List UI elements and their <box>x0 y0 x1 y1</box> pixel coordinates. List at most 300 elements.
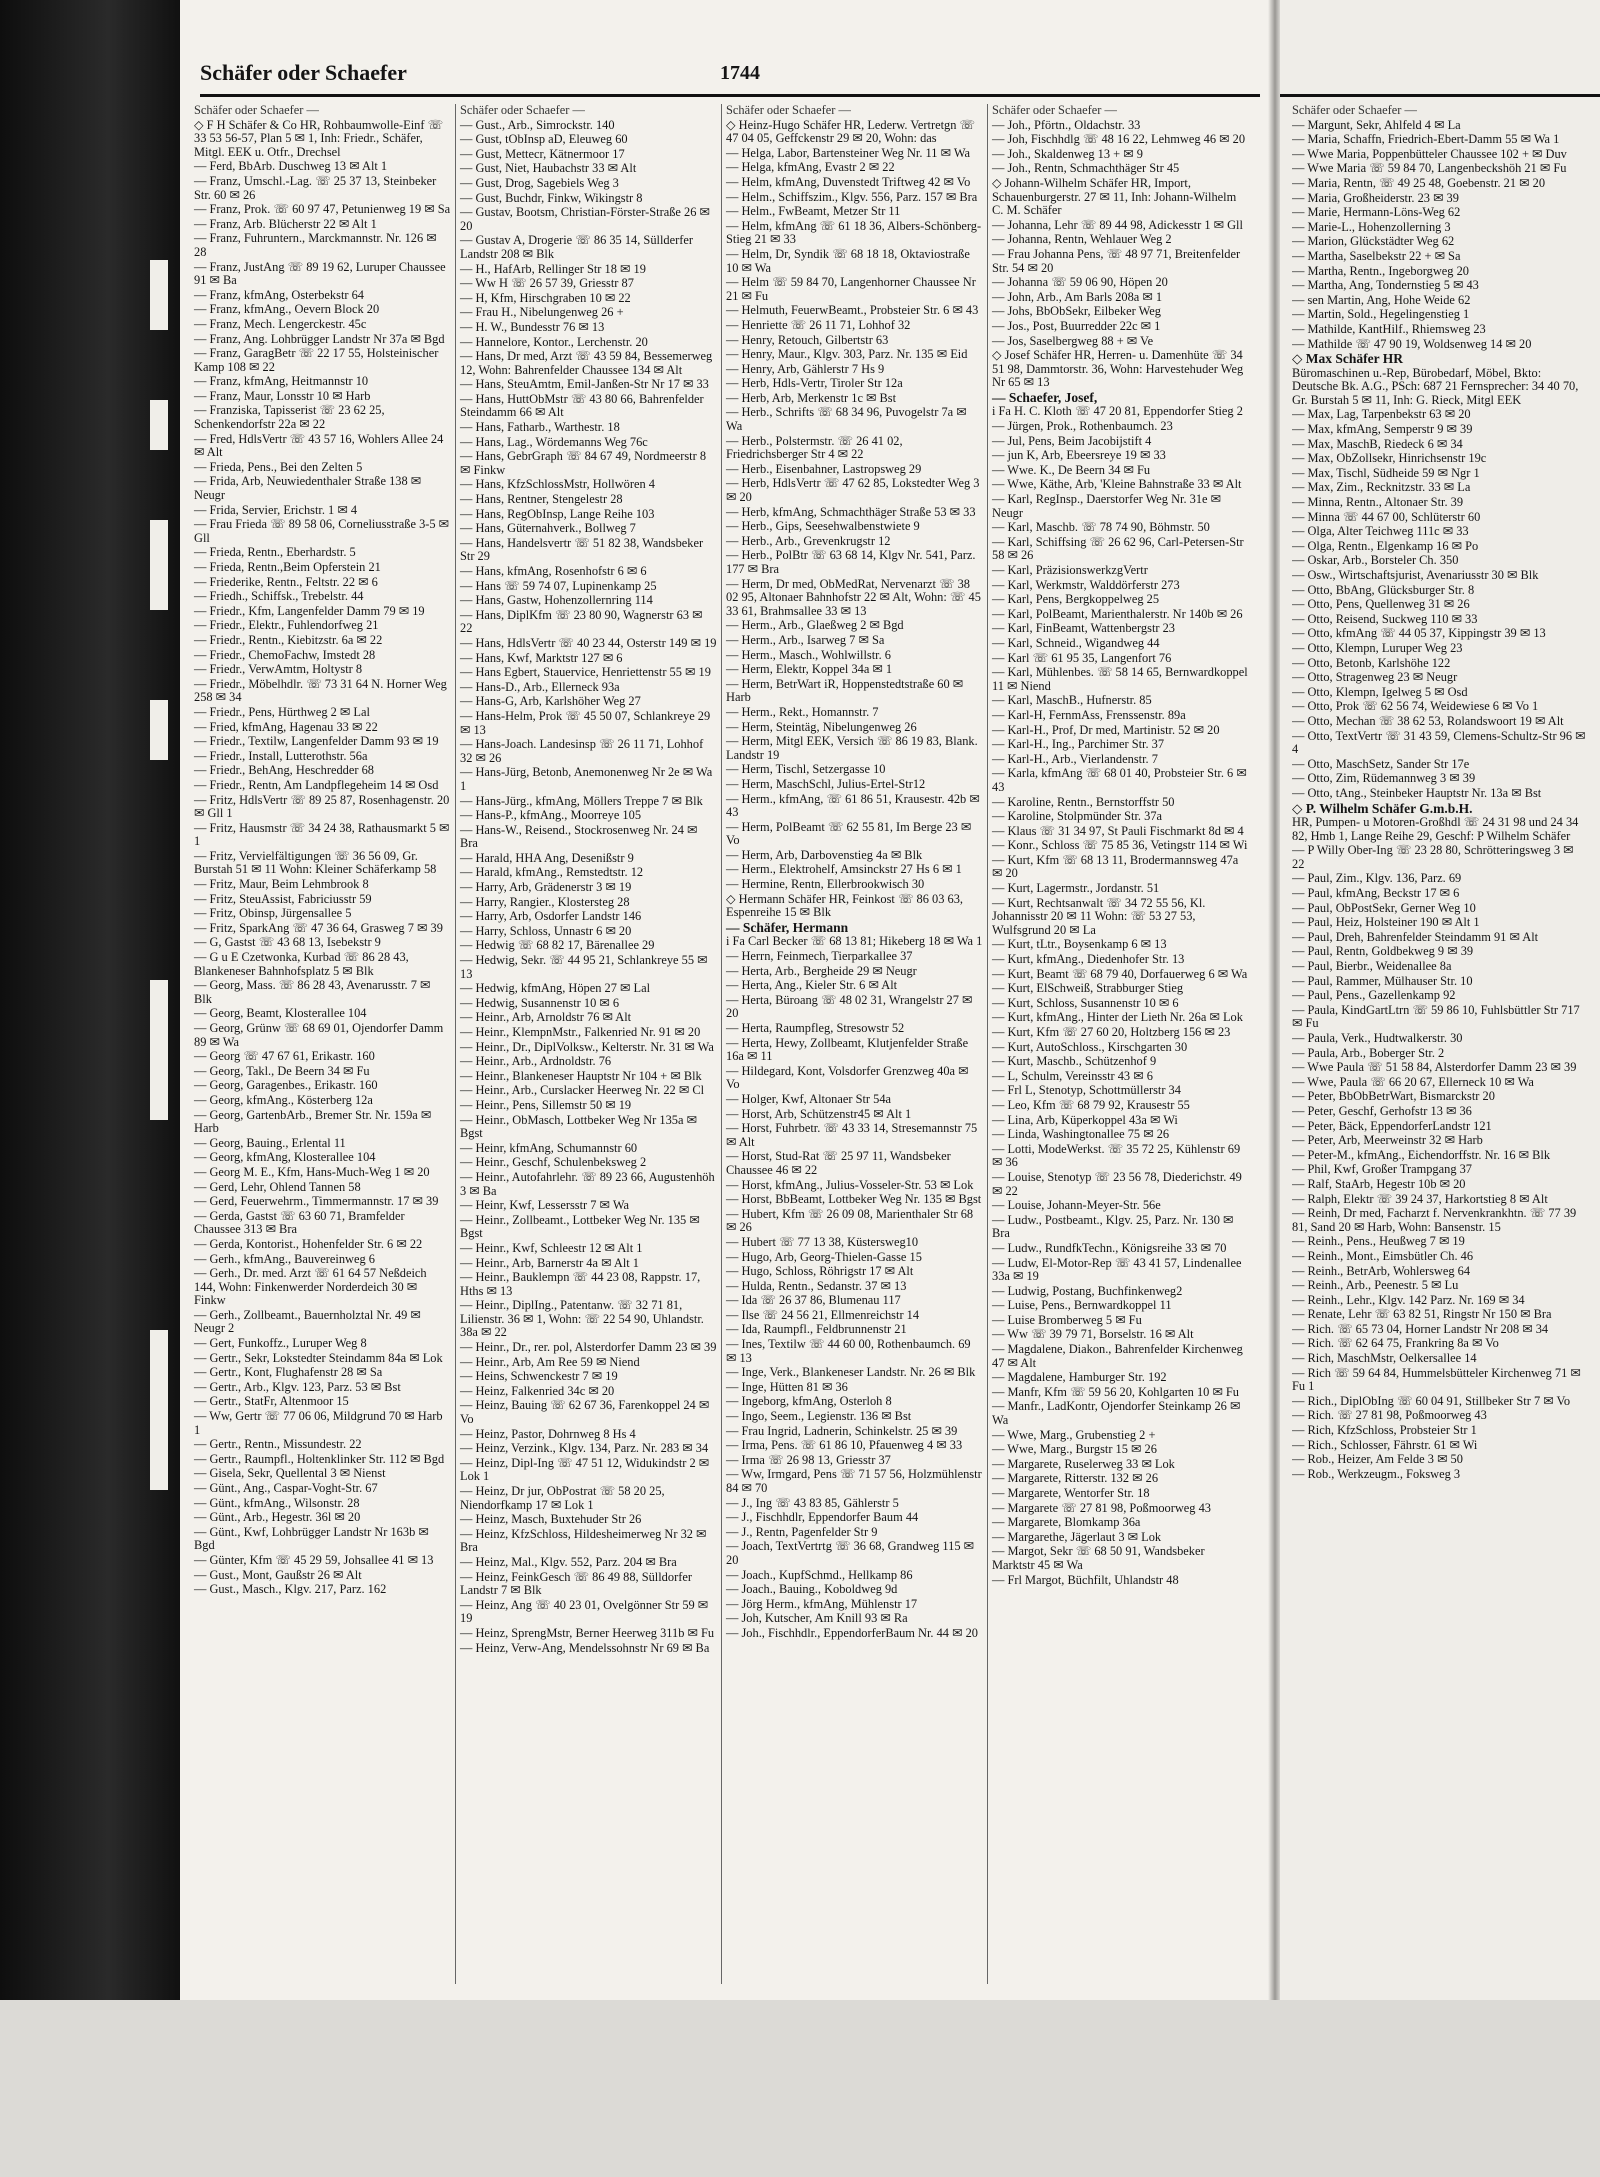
directory-entry: — Karl, Pens, Bergkoppelweg 25 <box>992 592 1160 607</box>
directory-entry: — sen Martin, Ang, Hohe Weide 62 <box>1292 292 1471 307</box>
directory-entry: — Herb, Hdls-Vertr, Tiroler Str 12a <box>726 376 903 391</box>
directory-entry: — Fred, HdlsVertr ☏ 43 57 16, Wohlers Allee 24 ✉ Alt <box>194 431 444 460</box>
directory-entry: — H., HafArb, Rellinger Str 18 ✉ 19 <box>460 261 646 276</box>
directory-entry: — Ludwig, Postang, Buchfinkenweg2 <box>992 1283 1183 1298</box>
directory-entry: — Heinz, KfzSchloss, Hildesheimerweg Nr 32 ✉ Bra <box>460 1526 707 1555</box>
directory-entry: — Gust, Niet, Haubachstr 33 ✉ Alt <box>460 161 637 176</box>
directory-entry: — Otto, Stragenweg 23 ✉ Neugr <box>1292 670 1458 685</box>
directory-entry: ◇ Johann-Wilhelm Schäfer HR, Import, Schauenburgerstr. 27 ✉ 11, Inh: Johann-Wilhelm C. M. Schäfer <box>992 175 1237 218</box>
directory-entry: — Gust, Mettecr, Kätnermoor 17 <box>460 146 625 161</box>
directory-entry: — Karl, PolBeamt, Marienthalerstr. Nr 140b ✉ 26 <box>992 606 1243 621</box>
directory-entry: — Frieda, Rentn.,Beim Opferstein 21 <box>194 560 381 574</box>
directory-entry: — Helga, kfmAng, Evastr 2 ✉ 22 <box>726 160 895 175</box>
directory-entry: — Fritz, Hausmstr ☏ 34 24 38, Rathausmarkt 5 ✉ 1 <box>194 820 450 849</box>
directory-entry: — Magdalene, Diakon., Bahrenfelder Kirchenweg 47 ✉ Alt <box>992 1342 1243 1370</box>
directory-entry: — Irma, Pens. ☏ 61 86 10, Pfauenweg 4 ✉ 33 <box>726 1438 963 1453</box>
directory-entry: — Heinz, Verw-Ang, Mendelssohnstr Nr 69 ✉ Ba <box>460 1640 710 1655</box>
directory-entry: — Georg, Bauing., Erlental 11 <box>194 1135 346 1150</box>
directory-entry: — Hans-D., Arb., Ellerneck 93a <box>460 679 620 694</box>
directory-entry: — Karla, kfmAng ☏ 68 01 40, Probsteier Str. 6 ✉ 43 <box>992 766 1247 794</box>
directory-entry: — Helm., Schiffszim., Klgv. 556, Parz. 157 ✉ Bra <box>726 189 978 204</box>
directory-entry: — Frau Frieda ☏ 89 58 06, Corneliusstraße 3-5 ✉ Gll <box>194 517 450 545</box>
directory-entry: — Otto, Mechan ☏ 38 62 53, Rolandswoort 19 ✉ Alt <box>1292 713 1564 728</box>
directory-entry: — Leo, Kfm ☏ 68 79 92, Krausestr 55 <box>992 1097 1190 1112</box>
directory-entry: — Paul, Zim., Klgv. 136, Parz. 69 <box>1292 871 1462 886</box>
column-heading: Schäfer oder Schaefer — <box>460 104 585 117</box>
directory-entry: — Osw., Wirtschaftsjurist, Avenariusstr 30 ✉ Blk <box>1292 568 1539 582</box>
directory-entry: — Klaus ☏ 31 34 97, St Pauli Fischmarkt 8d ✉ 4 <box>992 823 1244 838</box>
directory-entry: — Gertr., Kont, Flughafenstr 28 ✉ Sa <box>194 1365 383 1380</box>
column-heading: Schäfer oder Schaefer — <box>1292 104 1417 117</box>
directory-entry: — Hubert, Kfm ☏ 26 09 08, Marienthaler Str 68 ✉ 26 <box>726 1206 974 1235</box>
directory-entry: — Horst, Stud-Rat ☏ 25 97 11, Wandsbeker Chaussee 46 ✉ 22 <box>726 1149 951 1177</box>
directory-entry: — Margarete ☏ 27 81 98, Poßmoorweg 43 <box>992 1500 1211 1515</box>
directory-entry: — Hans-Joach. Landesinsp ☏ 26 11 71, Lohhof 32 ✉ 26 <box>460 737 704 765</box>
directory-entry: — Hannelore, Kontor., Lerchenstr. 20 <box>460 334 648 349</box>
directory-entry: — Herta, Arb., Bergheide 29 ✉ Neugr <box>726 963 917 978</box>
directory-entry: — Maria, Großheiderstr. 23 ✉ 39 <box>1292 190 1459 205</box>
directory-entry: — Heinz, Dipl-Ing ☏ 47 51 12, Widukindstr 2 ✉ Lok 1 <box>460 1455 710 1484</box>
directory-entry: — Max, kfmAng, Semperstr 9 ✉ 39 <box>1292 422 1473 437</box>
directory-entry: — Paul, kfmAng, Beckstr 17 ✉ 6 <box>1292 886 1460 901</box>
directory-entry: — Heinz, FeinkGesch ☏ 86 49 88, Sülldorfer Landstr 7 ✉ Blk <box>460 1569 692 1598</box>
directory-entry: — Heinr., DiplIng., Patentanw. ☏ 32 71 81, Lilienstr. 36 ✉ 1, Wohn: ☏ 22 54 90, Uhlandstr. 38a ✉ 22 <box>460 1298 704 1340</box>
page-edge-mark <box>150 1330 168 1490</box>
directory-entry: — Heinr., ObMasch, Lottbeker Weg Nr 135a ✉ Bgst <box>460 1112 697 1141</box>
directory-entry: — Wwe, Marg., Grubenstieg 2 + <box>992 1427 1156 1442</box>
directory-entry: — Lina, Arb, Küperkoppel 43a ✉ Wi <box>992 1112 1178 1127</box>
directory-entry: — Gisela, Sekr, Quellental 3 ✉ Nienst <box>194 1466 386 1481</box>
directory-entry: — Hans-Jürg, Betonb, Anemonenweg Nr 2e ✉ Wa 1 <box>460 765 713 793</box>
directory-entry: — Margarete, Blomkamp 36a <box>992 1515 1141 1530</box>
directory-entry: — Franz, kfmAng, Heitmannstr 10 <box>194 374 369 389</box>
directory-entry: — Rich, MaschMstr, Oelkersallee 14 <box>1292 1351 1477 1366</box>
directory-entry: — Inge, Hütten 81 ✉ 36 <box>726 1379 848 1394</box>
directory-entry: — Jos, Saselbergweg 88 + ✉ Ve <box>992 333 1154 348</box>
directory-entry: — Hans, Rentner, Stengelestr 28 <box>460 492 623 507</box>
directory-entry: — Jul, Pens, Beim Jacobijstift 4 <box>992 433 1152 448</box>
directory-entry: — Gerh., kfmAng., Bauvereinweg 6 <box>194 1251 375 1266</box>
directory-entry: — Hans, KfzSchlossMstr, Hollwören 4 <box>460 477 655 492</box>
page-title: Schäfer oder Schaefer <box>200 60 407 85</box>
directory-entry: ◇ P. Wilhelm Schäfer G.m.b.H. <box>1292 800 1473 816</box>
directory-entry: — Max, Tischl, Südheide 59 ✉ Ngr 1 <box>1292 465 1480 480</box>
directory-entry: — Renate, Lehr ☏ 63 82 51, Ringstr Nr 150 ✉ Bra <box>1292 1307 1552 1322</box>
directory-entry: — Gertr., Arb., Klgv. 123, Parz. 53 ✉ Bst <box>194 1379 401 1394</box>
directory-entry: — Rich. ☏ 65 73 04, Horner Landstr Nr 208 ✉ 34 <box>1292 1321 1549 1336</box>
directory-entry: — Heinr., KlempnMstr., Falkenried Nr. 91 ✉ 20 <box>460 1025 701 1039</box>
directory-entry: — Kurt, tLtr., Boysenkamp 6 ✉ 13 <box>992 937 1167 952</box>
directory-entry: — Reinh., Lehr., Klgv. 142 Parz. Nr. 169 ✉ 34 <box>1292 1292 1525 1307</box>
directory-entry: — Frau Ingrid, Ladnerin, Schinkelstr. 25 ✉ 39 <box>726 1423 958 1438</box>
directory-entry: — Irma ☏ 26 98 13, Griesstr 37 <box>726 1452 891 1467</box>
directory-entry: ◇ Hermann Schäfer HR, Feinkost ☏ 86 03 63, Espenreihe 15 ✉ Blk <box>726 891 964 920</box>
directory-entry: — Franz, GaragBetr ☏ 22 17 55, Holsteinischer Kamp 108 ✉ 22 <box>194 346 439 374</box>
directory-entry: — Helm ☏ 59 84 70, Langenhorner Chaussee Nr 21 ✉ Fu <box>726 275 976 303</box>
directory-entry: — Herm., kfmAng, ☏ 61 86 51, Krausestr. 42b ✉ 43 <box>726 791 980 820</box>
directory-entry: — Karl, Maschb. ☏ 78 74 90, Böhmstr. 50 <box>992 520 1210 535</box>
directory-entry: — Martha, Rentn., Ingeborgweg 20 <box>1292 263 1469 278</box>
directory-entry: — Georg M. E., Kfm, Hans-Much-Weg 1 ✉ 20 <box>194 1164 430 1179</box>
directory-entry: — Kurt, Beamt ☏ 68 79 40, Dorfauerweg 6 ✉ Wa <box>992 966 1248 981</box>
directory-entry: — Hans-P., kfmAng., Moorreye 105 <box>460 808 642 823</box>
directory-entry: — Ferd, BbArb. Duschweg 13 ✉ Alt 1 <box>194 159 388 174</box>
directory-entry: — Otto, Reisend, Suckweg 110 ✉ 33 <box>1292 611 1478 626</box>
directory-entry: — Harry, Arb, Grädenerstr 3 ✉ 19 <box>460 880 632 895</box>
directory-entry: — Helga, Labor, Bartensteiner Weg Nr. 11 ✉ Wa <box>726 145 971 160</box>
directory-entry: — Hulda, Rentn., Sedanstr. 37 ✉ 13 <box>726 1278 907 1293</box>
directory-entry: — Otto, TextVertr ☏ 31 43 59, Clemens-Schultz-Str 96 ✉ 4 <box>1292 728 1586 757</box>
directory-entry: — Hans, Handelsvertr ☏ 51 82 38, Wandsbeker Str 29 <box>460 535 704 564</box>
directory-entry: — Herm., Arb., Isarweg 7 ✉ Sa <box>726 632 885 647</box>
directory-entry: — Gert, Funkoffz., Luruper Weg 8 <box>194 1336 367 1351</box>
directory-entry: — Reinh., Arb., Peenestr. 5 ✉ Lu <box>1292 1278 1459 1293</box>
directory-entry: — Phil, Kwf, Großer Trampgang 37 <box>1292 1162 1473 1177</box>
directory-entry: — Karl, FinBeamt, Wattenbergstr 23 <box>992 621 1175 636</box>
directory-entry: — Fritz, Obinsp, Jürgensallee 5 <box>194 906 352 921</box>
directory-entry: — Gustav A, Drogerie ☏ 86 35 14, Süllderfer Landstr 208 ✉ Blk <box>460 233 693 261</box>
directory-entry: — Hans Egbert, Stauervice, Henriettenstr 55 ✉ 19 <box>460 665 711 680</box>
directory-entry: — Franz, Fuhruntern., Marckmannstr. Nr. 126 ✉ 28 <box>194 231 437 259</box>
directory-entry: — Günt., Kwf, Lohbrügger Landstr Nr 163b ✉ Bgd <box>194 1524 429 1553</box>
directory-entry: — Otto, MaschSetz, Sander Str 17e <box>1292 756 1470 771</box>
directory-entry: — Herta, Ang., Kieler Str. 6 ✉ Alt <box>726 978 898 993</box>
directory-entry: — Wwe, Käthe, Arb, 'Kleine Bahnstraße 33 ✉ Alt <box>992 477 1242 492</box>
directory-entry: — J., Ing ☏ 43 83 85, Gählerstr 5 <box>726 1495 899 1510</box>
directory-entry: — Hans-Jürg., kfmAng, Möllers Treppe 7 ✉ Blk <box>460 793 703 808</box>
directory-entry: — Karl, Werkmstr, Walddörferstr 273 <box>992 577 1180 592</box>
directory-entry: — Otto, tAng., Steinbeker Hauptstr Nr. 13a ✉ Bst <box>1292 785 1542 800</box>
directory-entry: — Heinz, Falkenried 34c ✉ 20 <box>460 1383 615 1398</box>
directory-entry: — Gerh., Zollbeamt., Bauernholztal Nr. 49 ✉ Neugr 2 <box>194 1307 421 1336</box>
directory-entry: — Herm, MaschSchl, Julius-Ertel-Str12 <box>726 776 926 791</box>
directory-page <box>180 0 1270 2000</box>
directory-entry: — Georg, kfmAng, Klosterallee 104 <box>194 1150 376 1165</box>
directory-entry: — Fritz, SteuAssist, Fabriciusstr 59 <box>194 891 372 906</box>
directory-entry: — Herm, PolBeamt ☏ 62 55 81, Im Berge 23 ✉ Vo <box>726 819 972 848</box>
directory-entry: — Franz, Umschl.-Lag. ☏ 25 37 13, Steinbeker Str. 60 ✉ 26 <box>194 173 437 202</box>
directory-entry: — Herb., Gips, Seesehwalbenstwiete 9 <box>726 519 920 534</box>
directory-entry: — Heinz, Mal., Klgv. 552, Parz. 204 ✉ Bra <box>460 1554 677 1569</box>
directory-entry: — Gertr., Raumpfl., Holtenklinker Str. 112 ✉ Bgd <box>194 1451 445 1466</box>
directory-entry: — L, Schulm, Vereinsstr 43 ✉ 6 <box>992 1068 1153 1083</box>
directory-entry: — Linda, Washingtonallee 75 ✉ 26 <box>992 1127 1170 1142</box>
page-edge-mark <box>150 980 168 1120</box>
directory-entry: — Luise, Pens., Bernwardkoppel 11 <box>992 1298 1172 1313</box>
directory-entry: — Harald, kfmAng., Remstedtstr. 12 <box>460 865 644 880</box>
directory-entry: — Ww, Gertr ☏ 77 06 06, Mildgrund 70 ✉ Harb 1 <box>194 1409 443 1437</box>
directory-entry: — Frida, Arb, Neuwiedenthaler Straße 138 ✉ Neugr <box>194 474 422 503</box>
directory-entry: — Friedr., Pens, Hürthweg 2 ✉ Lal <box>194 704 370 719</box>
directory-entry: — Manfr., LadKontr, Ojendorfer Steinkamp 26 ✉ Wa <box>992 1399 1241 1428</box>
directory-entry: — Heinz, Bauing ☏ 62 67 36, Farenkoppel 24 ✉ Vo <box>460 1398 710 1427</box>
directory-entry: — Joh., Rentn, Schmachthäger Str 45 <box>992 161 1180 176</box>
directory-entry: ◇ F H Schäfer & Co HR, Rohbaumwolle-Einf ☏ 33 53 56-57, Plan 5 ✉ 1, Inh: Friedr., Schäfer, Mitgl. EEK u. Otfr., Drechsel <box>194 117 444 159</box>
directory-entry: — Gerda, Gastst ☏ 63 60 71, Bramfelder Chaussee 313 ✉ Bra <box>194 1208 405 1237</box>
directory-entry: — Manfr, Kfm ☏ 59 56 20, Kohlgarten 10 ✉ Fu <box>992 1384 1240 1399</box>
directory-entry: — Joh, Fischhdlg ☏ 48 16 22, Lehmweg 46 ✉ 20 <box>992 132 1246 147</box>
directory-entry: — Heinr., Arb, Barnerstr 4a ✉ Alt 1 <box>460 1255 640 1270</box>
directory-entry: — Paula, Arb., Boberger Str. 2 <box>1292 1045 1445 1060</box>
directory-entry: — Karl ☏ 61 95 35, Langenfort 76 <box>992 650 1172 665</box>
directory-entry: — Friedr., ChemoFachw, Imstedt 28 <box>194 647 376 662</box>
directory-entry: — Herb., Polstermstr. ☏ 26 41 02, Friedrichsberger Str 4 ✉ 22 <box>726 433 903 462</box>
directory-entry: — Margarete, Wentorfer Str. 18 <box>992 1486 1150 1500</box>
directory-entry: — Herm., Rekt., Homannstr. 7 <box>726 704 879 719</box>
page-edge-mark <box>150 520 168 610</box>
directory-entry: ◇ Max Schäfer HR <box>1292 351 1403 367</box>
directory-entry: — Max, ObZollsekr, Hinrichsenstr 19c <box>1292 451 1487 466</box>
directory-entry: — Georg, kfmAng., Kösterberg 12a <box>194 1092 373 1107</box>
directory-entry: — Ingeborg, kfmAng, Osterloh 8 <box>726 1394 892 1409</box>
directory-entry: — Gerh., Dr. med. Arzt ☏ 61 64 57 Neßdeich 144, Wohn: Finkenwerder Norderdeich 30 ✉ Finkw <box>194 1266 427 1308</box>
directory-entry: — Kurt, Kfm ☏ 68 13 11, Brodermannsweg 47a ✉ 20 <box>992 852 1239 881</box>
directory-entry: — Maria, Schaffn, Friedrich-Ebert-Damm 55 ✉ Wa 1 <box>1292 132 1560 147</box>
directory-entry: — Herm., Masch., Wohlwillstr. 6 <box>726 647 892 662</box>
directory-entry: — Peter-M., kfmAng., Eichendorffstr. Nr. 16 ✉ Blk <box>1292 1147 1551 1162</box>
directory-column-2 <box>456 104 722 1984</box>
directory-entry: — Paul, Rammer, Mülhauser Str. 10 <box>1292 973 1473 988</box>
directory-entry: — John, Arb., Am Barls 208a ✉ 1 <box>992 289 1163 304</box>
directory-entry: — Paul, Rentn, Goldbekweg 9 ✉ 39 <box>1292 944 1474 959</box>
directory-entry: — Heinz, Dr jur, ObPostrat ☏ 58 20 25, Niendorfkamp 17 ✉ Lok 1 <box>460 1484 665 1512</box>
directory-entry: HR, Pumpen- u Motoren-Großhdl ☏ 24 31 98 und 24 34 82, Hmb 1, Lange Reihe 29, Geschf: P Wilhelm Schäfer <box>1292 815 1579 843</box>
directory-entry: — Karl-H, FernmAss, Frenssenstr. 89a <box>992 707 1186 722</box>
directory-entry: — Frl L, Stenotyp, Schottmüllerstr 34 <box>992 1083 1181 1098</box>
directory-entry: — Joach., KupfSchmd., Hellkamp 86 <box>726 1567 913 1582</box>
directory-entry: — Herb., Schrifts ☏ 68 34 96, Puvogelstr 7a ✉ Wa <box>726 405 967 434</box>
directory-entry: — Paul, ObPostSekr, Gerner Weg 10 <box>1292 900 1476 915</box>
directory-entry: — Mathilde ☏ 47 90 19, Woldsenweg 14 ✉ 20 <box>1292 336 1532 351</box>
directory-entry: — Fritz, Vervielfältigungen ☏ 36 56 09, Gr. Burstah 51 ✉ 11 Wohn: Kleiner Schäferkamp 58 <box>194 848 437 877</box>
directory-entry: — Martin, Sold., Hegelingenstieg 1 <box>1292 307 1470 322</box>
directory-entry: — Friedr., Elektr., Fuhlendorfweg 21 <box>194 618 379 633</box>
directory-entry: — Franz, Arb. Blücherstr 22 ✉ Alt 1 <box>194 216 377 231</box>
directory-entry: — Hans, Kwf, Marktstr 127 ✉ 6 <box>460 650 623 665</box>
directory-entry: — Louise, Johann-Meyer-Str. 56e <box>992 1198 1161 1213</box>
directory-entry: — Heinr., Dr., rer. pol, Alsterdorfer Damm 23 ✉ 39 <box>460 1340 717 1355</box>
directory-entry: — Karl-H., Arb., Vierlandenstr. 7 <box>992 751 1158 766</box>
directory-entry: — Kurt, Rechtsanwalt ☏ 34 72 55 56, Kl. Johannisstr 20 ✉ 11 Wohn: ☏ 53 27 53, Wulfsgrund 20 ✉ La <box>992 895 1206 937</box>
column-heading: Schäfer oder Schaefer — <box>194 104 319 117</box>
directory-entry: — Heinr., Dr., DiplVolksw., Kelterstr. Nr. 31 ✉ Wa <box>460 1039 714 1054</box>
directory-entry: — Ilse ☏ 24 56 21, Ellmenreichstr 14 <box>726 1307 920 1322</box>
directory-entry: — Margot, Sekr ☏ 68 50 91, Wandsbeker Marktstr 45 ✉ Wa <box>992 1544 1205 1572</box>
directory-entry: — Marie-L., Hohenzollerning 3 <box>1292 219 1451 234</box>
directory-entry: — Hermine, Rentn, Ellerbrookwisch 30 <box>726 877 925 892</box>
directory-entry: — Ludw, El-Motor-Rep ☏ 43 41 57, Lindenallee 33a ✉ 19 <box>992 1255 1242 1284</box>
directory-entry: — Joh., Fischhdlr., EppendorferBaum Nr. 44 ✉ 20 <box>726 1625 978 1640</box>
directory-entry: ◇ Heinz-Hugo Schäfer HR, Lederw. Vertretgn ☏ 47 04 05, Geffckenstr 29 ✉ 20, Wohn: das <box>726 117 976 146</box>
directory-entry: — Herrn, Feinmech, Tierparkallee 37 <box>726 949 913 964</box>
directory-entry: — Hans, kfmAng, Rosenhofstr 6 ✉ 6 <box>460 564 647 578</box>
directory-entry: — Karoline, Rentn., Bernstorffstr 50 <box>992 794 1175 809</box>
directory-entry: — Margunt, Sekr, Ahlfeld 4 ✉ La <box>1292 117 1461 132</box>
directory-entry: — Otto, Klempn, Luruper Weg 23 <box>1292 640 1463 655</box>
directory-entry: — Martha, Saselbekstr 22 + ✉ Sa <box>1292 248 1461 263</box>
directory-entry: — J., Rentn, Pagenfelder Str 9 <box>726 1524 878 1539</box>
directory-entry: — Franz, Maur, Lonsstr 10 ✉ Harb <box>194 388 371 403</box>
directory-entry: — Inge, Verk., Blankeneser Landstr. Nr. 26 ✉ Blk <box>726 1365 976 1380</box>
directory-entry: — Marion, Glückstädter Weg 62 <box>1292 234 1455 249</box>
directory-entry: — Marie, Hermann-Löns-Weg 62 <box>1292 205 1461 220</box>
directory-entry: — Max, Lag, Tarpenbekstr 63 ✉ 20 <box>1292 407 1471 422</box>
directory-entry: — Heinr., Blankeneser Hauptstr Nr 104 + ✉ Blk <box>460 1068 702 1083</box>
directory-entry: — Gustav, Bootsm, Christian-Förster-Straße 26 ✉ 20 <box>460 205 710 233</box>
directory-entry: — Franz, Prok. ☏ 60 97 47, Petunienweg 19 ✉ Sa <box>194 202 451 217</box>
directory-entry: — Herm, Arb, Darbovenstieg 4a ✉ Blk <box>726 847 923 862</box>
directory-entry: — Wwe Paula ☏ 51 58 84, Alsterdorfer Damm 23 ✉ 39 <box>1292 1060 1577 1075</box>
directory-entry: — Herta, Hewy, Zollbeamt, Klutjenfelder Straße 16a ✉ 11 <box>726 1035 969 1064</box>
directory-entry: — Harry, Rangier., Klostersteg 28 <box>460 894 630 909</box>
directory-entry: — Ww H ☏ 26 57 39, Griesstr 87 <box>460 276 634 291</box>
directory-entry: — Hans, Fatharb., Warthestr. 18 <box>460 420 620 435</box>
directory-entry: — Rich, KfzSchloss, Probsteier Str 1 <box>1292 1423 1477 1438</box>
directory-entry: — Georg, GartenbArb., Bremer Str. Nr. 159a ✉ Harb <box>194 1107 432 1136</box>
facing-page <box>1280 0 1600 2000</box>
directory-entry: — Paula, KindGartLtrn ☏ 59 86 10, Fuhlsbüttler Str 717 ✉ Fu <box>1292 1002 1580 1031</box>
directory-entry: — Herb, kfmAng, Schmachthäger Straße 53 ✉ 33 <box>726 504 976 519</box>
directory-entry: — Oskar, Arb., Borsteler Ch. 350 <box>1292 553 1459 568</box>
directory-entry: — Heinz, Masch, Buxtehuder Str 26 <box>460 1512 642 1527</box>
directory-entry: — Schaefer, Josef, <box>992 389 1098 405</box>
directory-entry: — Karoline, Stolpmünder Str. 37a <box>992 809 1163 824</box>
directory-entry: — Hans-Helm, Prok ☏ 45 50 07, Schlankreye 29 ✉ 13 <box>460 708 711 737</box>
directory-entry: — Frau H., Nibelungenweg 26 + <box>460 305 624 320</box>
directory-entry: — Hubert ☏ 77 13 38, Küstersweg10 <box>726 1234 919 1249</box>
directory-entry: — Gertr., StatFr, Altenmoor 15 <box>194 1394 349 1409</box>
directory-entry: — Louise, Stenotyp ☏ 23 56 78, Diederichstr. 49 ✉ 22 <box>992 1169 1242 1198</box>
directory-entry: — Günter, Kfm ☏ 45 29 59, Johsallee 41 ✉ 13 <box>194 1552 434 1567</box>
directory-entry: — Fritz, Maur, Beim Lehmbrook 8 <box>194 877 369 892</box>
directory-entry: — Hans, Lag., Wördemanns Weg 76c <box>460 434 648 449</box>
directory-entry: — Reinh., BetrArb, Wohlersweg 64 <box>1292 1263 1471 1278</box>
directory-entry: — Hedwig, kfmAng, Höpen 27 ✉ Lal <box>460 981 651 996</box>
directory-entry: — Frl Margot, Büchfilt, Uhlandstr 48 <box>992 1572 1179 1587</box>
directory-entry: — Herm, Mitgl EEK, Versich ☏ 86 19 83, Blank. Landstr 19 <box>726 734 978 762</box>
directory-entry: — Herm, Dr med, ObMedRat, Nervenarzt ☏ 38 02 95, Altonaer Bahnhofstr 22 ✉ Alt, Wohn: ☏ 45 33 61, Brahmsallee 33 ✉ 13 <box>726 576 981 618</box>
directory-entry: — Friedr., Textilw, Langenfelder Damm 93 ✉ 19 <box>194 734 439 749</box>
directory-entry: — Georg, Grünw ☏ 68 69 01, Ojendorfer Damm 89 ✉ Wa <box>194 1021 444 1049</box>
directory-entry: — Henriette ☏ 26 11 71, Lohhof 32 <box>726 317 911 332</box>
directory-entry: — Herb, Arb, Merkenstr 1c ✉ Bst <box>726 390 897 405</box>
directory-entry: — Frida, Servier, Erichstr. 1 ✉ 4 <box>194 502 358 517</box>
directory-entry: — Johanna, Lehr ☏ 89 44 98, Adickesstr 1 ✉ Gll <box>992 217 1243 232</box>
directory-entry: — Frieda, Rentn., Eberhardstr. 5 <box>194 545 356 560</box>
directory-entry: — Horst, BbBeamt, Lottbeker Weg Nr. 135 ✉ Bgst <box>726 1192 982 1207</box>
directory-entry: — Herm, BetrWart iR, Hoppenstedtstraße 60 ✉ Harb <box>726 676 964 705</box>
directory-entry: — P Willy Ober-Ing ☏ 23 28 80, Schrötteringsweg 3 ✉ 22 <box>1292 843 1574 871</box>
directory-entry: — Wwe, Marg., Burgstr 15 ✉ 26 <box>992 1442 1157 1457</box>
directory-entry: — Henry, Arb, Gählerstr 7 Hs 9 <box>726 361 885 376</box>
header-divider <box>1280 94 1600 97</box>
directory-entry: — Fried, kfmAng, Hagenau 33 ✉ 22 <box>194 719 378 734</box>
directory-entry: — Hans, DiplKfm ☏ 23 80 90, Wagnerstr 63 ✉ 22 <box>460 607 703 636</box>
directory-entry: — Reinh., Pens., Heußweg 7 ✉ 19 <box>1292 1234 1465 1249</box>
directory-entry: — Margarethe, Jägerlaut 3 ✉ Lok <box>992 1529 1162 1544</box>
directory-entry: — Heinz, Ang ☏ 40 23 01, Ovelgönner Str 59 ✉ 19 <box>460 1597 709 1626</box>
directory-entry: — Gust., Mont, Gaußstr 26 ✉ Alt <box>194 1567 362 1582</box>
directory-entry: — Günt., Arb., Hegestr. 36l ✉ 20 <box>194 1510 361 1525</box>
directory-entry: — Herm., Arb., Glaeßweg 2 ✉ Bgd <box>726 618 904 633</box>
directory-entry: — Friedr., Kfm, Langenfelder Damm 79 ✉ 19 <box>194 603 425 618</box>
directory-entry: — Heinz, Pastor, Dohrnweg 8 Hs 4 <box>460 1426 636 1441</box>
directory-entry: — Rich. ☏ 62 64 75, Frankring 8a ✉ Vo <box>1292 1336 1499 1351</box>
directory-entry: i Fa Carl Becker ☏ 68 13 81; Hikeberg 18 ✉ Wa 1 <box>726 934 983 949</box>
column-heading: Schäfer oder Schaefer — <box>992 104 1117 117</box>
directory-entry: — Frau Johanna Pens, ☏ 48 97 71, Breitenfelder Str. 54 ✉ 20 <box>992 246 1241 275</box>
directory-entry: — Hedwig, Susannenstr 10 ✉ 6 <box>460 995 620 1010</box>
directory-column-1 <box>190 104 456 1984</box>
directory-entry: — Otto, Prok ☏ 62 56 74, Weidewiese 6 ✉ Vo 1 <box>1292 699 1539 714</box>
directory-entry: — Friedr., VerwAmtm, Holtystr 8 <box>194 662 363 677</box>
directory-entry: — Jörg Herm., kfmAng, Mühlenstr 17 <box>726 1596 918 1611</box>
directory-entry: — Ida ☏ 26 37 86, Blumenau 117 <box>726 1293 901 1308</box>
directory-entry: — Hildegard, Kont, Volsdorfer Grenzweg 40a ✉ Vo <box>726 1063 969 1092</box>
directory-entry: — Hans ☏ 59 74 07, Lupinenkamp 25 <box>460 578 657 593</box>
directory-entry: — Jos., Post, Buurredder 22c ✉ 1 <box>992 318 1161 333</box>
directory-entry: — Kurt, AutoSchloss., Kirschgarten 30 <box>992 1039 1188 1054</box>
directory-entry: — Jürgen, Prok., Rothenbaumch. 23 <box>992 419 1173 434</box>
directory-entry: — Olga, Alter Teichweg 111c ✉ 33 <box>1292 524 1469 539</box>
directory-entry: — Konr., Schloss ☏ 75 85 36, Vetingstr 114 ✉ Wi <box>992 838 1248 853</box>
directory-entry: — Reinh., Mont., Eimsbütler Ch. 46 <box>1292 1248 1474 1263</box>
directory-entry: — H, Kfm, Hirschgraben 10 ✉ 22 <box>460 290 631 305</box>
directory-entry: ◇ Josef Schäfer HR, Herren- u. Damenhüte ☏ 34 51 98, Dammtorstr. 36, Wohn: Harvestehuder Weg Nr 65 ✉ 13 <box>992 348 1244 390</box>
directory-entry: — Karl, Schiffsing ☏ 26 62 96, Carl-Petersen-Str 58 ✉ 26 <box>992 534 1244 563</box>
directory-entry: — Harry, Arb, Osdorfer Landstr 146 <box>460 909 642 924</box>
directory-entry: — Ida, Raumpfl., Feldbrunnenstr 21 <box>726 1322 907 1337</box>
directory-entry: — Heinr., Zollbeamt., Lottbeker Weg Nr. 135 ✉ Bgst <box>460 1212 700 1241</box>
directory-entry: — Johanna, Rentn, Wehlauer Weg 2 <box>992 232 1172 247</box>
directory-entry: — Karl, RegInsp., Daerstorfer Weg Nr. 31e ✉ Neugr <box>992 492 1222 520</box>
directory-entry: — Karl-H., Ing., Parchimer Str. 37 <box>992 737 1165 752</box>
directory-entry: — Helm, Dr, Syndik ☏ 68 18 18, Oktaviostraße 10 ✉ Wa <box>726 246 970 275</box>
directory-entry: — Otto, Pens, Quellenweg 31 ✉ 26 <box>1292 597 1470 612</box>
directory-entry: — Hugo, Schloss, Röhrigstr 17 ✉ Alt <box>726 1264 914 1279</box>
directory-entry: — Helmuth, FeuerwBeamt., Probsteier Str. 6 ✉ 43 <box>726 303 979 318</box>
directory-entry: — Heinr., Bauklempn ☏ 44 23 08, Rappstr. 17, Hths ✉ 13 <box>460 1270 701 1298</box>
directory-entry: — Hedwig ☏ 68 82 17, Bärenallee 29 <box>460 938 655 953</box>
directory-entry: — Herm, Elektr, Koppel 34a ✉ 1 <box>726 662 893 677</box>
directory-entry: — Ludw., RundfkTechn., Königsreihe 33 ✉ 70 <box>992 1240 1227 1255</box>
directory-entry: — Heinz, Verzink., Klgv. 134, Parz. Nr. 283 ✉ 34 <box>460 1441 709 1456</box>
directory-entry: — Hans, RegObInsp, Lange Reihe 103 <box>460 506 655 521</box>
directory-entry: — G, Gastst ☏ 43 68 13, Isebekstr 9 <box>194 935 381 950</box>
directory-entry: — Friedr., Install, Lutterothstr. 56a <box>194 748 368 763</box>
directory-entry: — Gust, Drog, Sagebiels Weg 3 <box>460 175 619 190</box>
directory-entry: — Franz, Ang. Lohbrügger Landstr Nr 37a ✉ Bgd <box>194 331 445 346</box>
directory-entry: — Hans, HdlsVertr ☏ 40 23 44, Osterstr 149 ✉ 19 <box>460 635 717 650</box>
directory-entry: — Kurt, Maschb., Schützenhof 9 <box>992 1054 1157 1069</box>
directory-entry: — Joh, Kutscher, Am Knill 93 ✉ Ra <box>726 1611 908 1626</box>
directory-entry: — Günt., Ang., Caspar-Voght-Str. 67 <box>194 1481 378 1495</box>
directory-entry: — Margarete, Ritterstr. 132 ✉ 26 <box>992 1471 1159 1486</box>
directory-entry: — Herm., Elektrohelf, Amsinckstr 27 Hs 6 ✉ 1 <box>726 862 962 877</box>
directory-entry: — Heinr., Pens, Sillemstr 50 ✉ 19 <box>460 1097 632 1112</box>
directory-entry: — Franz, kfmAng, Osterbekstr 64 <box>194 287 364 302</box>
directory-entry: — Karl, MaschB., Hufnerstr. 85 <box>992 693 1152 708</box>
directory-entry: — H. W., Bundesstr 76 ✉ 13 <box>460 319 605 334</box>
directory-entry: — Henry, Retouch, Gilbertstr 63 <box>726 332 889 347</box>
directory-entry: — Herta, Büroang ☏ 48 02 31, Wrangelstr 27 ✉ 20 <box>726 992 973 1021</box>
directory-entry: — Kurt, Lagermstr., Jordanstr. 51 <box>992 881 1160 896</box>
page-edge-mark <box>150 400 168 450</box>
directory-entry: Büromaschinen u.-Rep, Bürobedarf, Möbel, Bkto: Deutsche Bk. A.G., PSch: 687 21 Fernsprecher: 34 40 70, Gr. Burstah 5 ✉ 11, Inh: G. Rieck, Mitgl EEK <box>1292 365 1579 407</box>
directory-entry: — Karl-H., Prof, Dr med, Martinistr. 52 ✉ 20 <box>992 722 1220 737</box>
directory-entry: — Wwe Maria, Poppenbütteler Chaussee 102 + ✉ Duv <box>1292 146 1567 161</box>
directory-entry: — Herb, HdlsVertr ☏ 47 62 85, Lokstedter Weg 3 ✉ 20 <box>726 476 980 505</box>
